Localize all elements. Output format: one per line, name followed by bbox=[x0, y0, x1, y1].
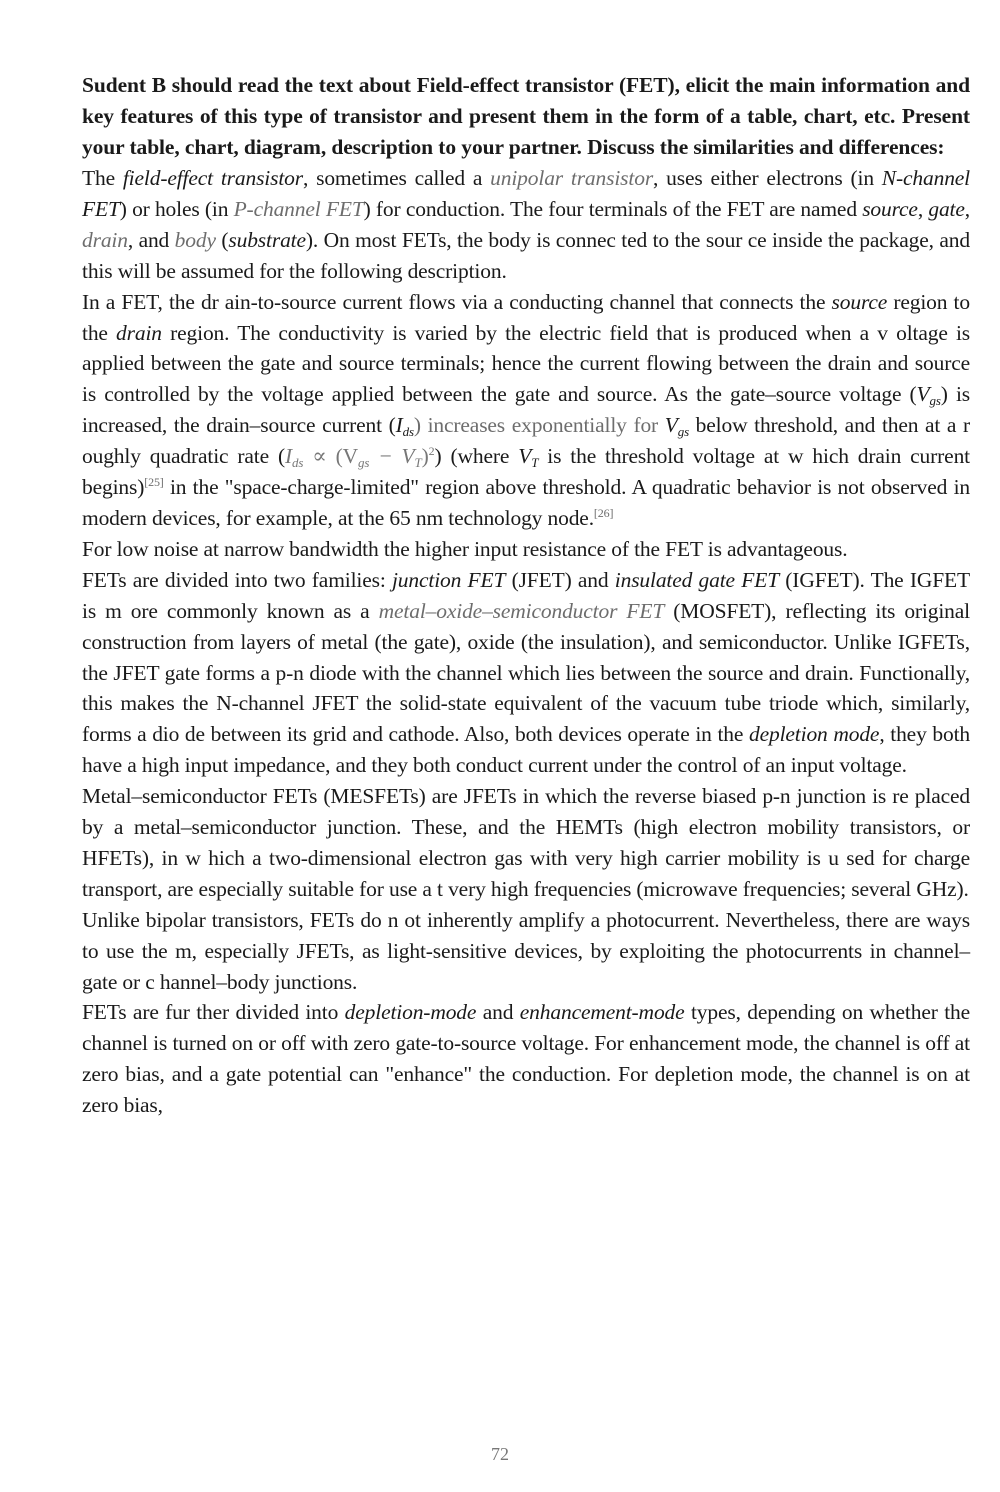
symbol-ids: I bbox=[395, 413, 403, 438]
paragraph-modes bbox=[82, 997, 970, 1121]
symbol-vgs: V bbox=[664, 413, 678, 438]
text-run: ) or holes (in bbox=[119, 196, 234, 221]
term-source: source bbox=[831, 289, 888, 314]
text-run: ) increases exponentially for bbox=[413, 413, 665, 438]
formula-part: − V bbox=[369, 444, 415, 469]
term-insulated-gate-fet: insulated gate FET bbox=[614, 567, 780, 592]
paragraph-drain-source-current bbox=[82, 287, 970, 534]
paragraph-fet-families bbox=[82, 565, 970, 781]
formula-part: 2 bbox=[428, 444, 435, 459]
text-run: (MOSFET), reflecting its original construction from layers of metal (the gate), oxide (the insulation), and semiconductor. Unlike IGFETs, the JFET gate forms a p-n diode with the channel which lies between the source and drain. Functionally, this makes the N-channel JFET the solid-state equivalent of the vacuum tube triode which, similarly, forms a dio de between its grid and cathode. Also, both devices operate in the bbox=[82, 598, 970, 747]
text-run: below threshold, and then at a r oughly quadratic rate ( bbox=[82, 413, 970, 469]
paragraph-low-noise: For low noise at narrow bandwidth the higher input resistance of the FET is advantageous. bbox=[82, 536, 848, 561]
term-p-channel-fet: P-channel FET bbox=[233, 196, 364, 221]
text-run: is the threshold voltage at w hich drain current begins) bbox=[82, 444, 970, 500]
formula-part: ds bbox=[292, 455, 304, 471]
term-n-channel-fet: N-channel FET bbox=[82, 166, 971, 221]
term-junction-fet: junction FET bbox=[391, 567, 506, 592]
text-run: and bbox=[476, 1000, 520, 1025]
term-depletion-mode: depletion mode bbox=[749, 722, 880, 747]
paragraph-mesfet: Metal–semiconductor FETs (MESFETs) are JFETs in which the reverse biased p-n junction is re placed by a metal–semiconductor junction. These, and the HEMTs (high electron mobility transistors, or HFETs), in w hich a two-dimensional electron gas with very high carrier mobility is u sed for charge transport, are especially suitable for use a t very high frequencies (microwave frequencies; several GHz). bbox=[82, 784, 970, 901]
symbol-vt: V bbox=[518, 444, 532, 469]
text-run: ). On most FETs, the body is connec ted to the sour ce inside the package, and this will be assumed for the following description. bbox=[82, 227, 970, 283]
text-run: FETs are fur ther divided into bbox=[82, 1000, 345, 1025]
symbol-subscript: T bbox=[531, 455, 539, 471]
term-enhancement-mode: enhancement-mode bbox=[519, 1000, 685, 1025]
formula-part: ∝ (V bbox=[303, 444, 358, 469]
formula-part: ) bbox=[421, 444, 429, 469]
term-mosfet: metal–oxide–semiconductor FET bbox=[378, 598, 665, 623]
symbol-subscript: gs bbox=[677, 424, 689, 440]
text-run: , and bbox=[127, 227, 175, 252]
formula-part: I bbox=[284, 444, 292, 469]
text-run: , bbox=[917, 196, 929, 221]
formula-part: gs bbox=[357, 455, 370, 471]
term-substrate: substrate bbox=[228, 227, 306, 252]
paragraph-fet-intro bbox=[82, 163, 970, 287]
term-unipolar-transistor: unipolar transistor bbox=[490, 166, 654, 190]
term-field-effect-transistor: field-effect transistor bbox=[122, 166, 303, 190]
symbol-subscript: ds bbox=[402, 424, 414, 440]
text-run: ) (where bbox=[434, 444, 519, 469]
text-run: , uses either electrons (in bbox=[653, 166, 882, 190]
citation-26[interactable]: [26] bbox=[593, 505, 614, 520]
text-run: In a FET, the dr ain-to-source current flows via a conducting channel that connects the bbox=[82, 289, 832, 314]
citation-25[interactable]: [25] bbox=[144, 475, 164, 490]
text-run: ) is increased, the drain–source current ( bbox=[82, 382, 970, 438]
text-run: in the "space-charge-limited" region above threshold. A quadratic behavior is not observed in modern devices, for example, at the 65 nm technology node. bbox=[82, 475, 970, 530]
formula-part: T bbox=[414, 455, 422, 471]
text-run: FETs are divided into two families: bbox=[82, 567, 392, 592]
term-source: source bbox=[862, 196, 918, 221]
page-number: 72 bbox=[491, 1444, 509, 1464]
paragraph-photocurrent: Unlike bipolar transistors, FETs do n ot inherently amplify a photocurrent. Nevertheless, there are ways to use the m, especially JFETs, as light-sensitive devices, by exploiting the photocurrents in channel–gate or c hannel–body junctions. bbox=[82, 907, 970, 994]
text-run: region to the bbox=[82, 289, 970, 345]
text-run: The bbox=[82, 166, 123, 190]
term-body: body bbox=[174, 227, 216, 252]
symbol-subscript: gs bbox=[929, 393, 941, 409]
text-run: ) for conduction. The four terminals of the FET are named bbox=[363, 196, 863, 221]
term-drain: drain bbox=[82, 227, 128, 252]
term-drain: drain bbox=[116, 320, 162, 345]
text-run: , bbox=[964, 196, 970, 221]
formula-quadratic-rate bbox=[284, 444, 435, 471]
text-run: region. The conductivity is varied by the electric field that is produced when a v oltage is applied between the gate and source terminals; hence the current flowing between the drain and source is controlled by the voltage applied between the gate and source. As the gate–source voltage ( bbox=[82, 320, 970, 407]
text-run: (JFET) and bbox=[505, 567, 615, 592]
term-gate: gate bbox=[928, 196, 965, 221]
task-instructions: Sudent B should read the text about Field-effect transistor (FET), elicit the main information and key features of this type of transistor and present them in the form of a table, chart, etc. Present your table, chart, diagram, description to your partner. Discuss the similarities and differences: bbox=[82, 73, 970, 159]
text-run: , sometimes called a bbox=[303, 166, 491, 190]
text-run: ( bbox=[215, 227, 229, 252]
term-depletion-mode: depletion-mode bbox=[344, 1000, 477, 1025]
document-page bbox=[82, 70, 970, 1121]
text-run: (IGFET). The IGFET is m ore commonly known as a bbox=[82, 567, 971, 623]
symbol-vgs: V bbox=[916, 382, 930, 407]
text-run: , they both have a high input impedance, and they both conduct current under the control of an input voltage. bbox=[82, 722, 970, 778]
text-run: types, depending on whether the channel is turned on or off with zero gate-to-source voltage. For enhancement mode, the channel is off at zero bias, and a gate potential can "enhance" the conduction. For depletion mode, the channel is on at zero bias, bbox=[82, 1000, 971, 1118]
